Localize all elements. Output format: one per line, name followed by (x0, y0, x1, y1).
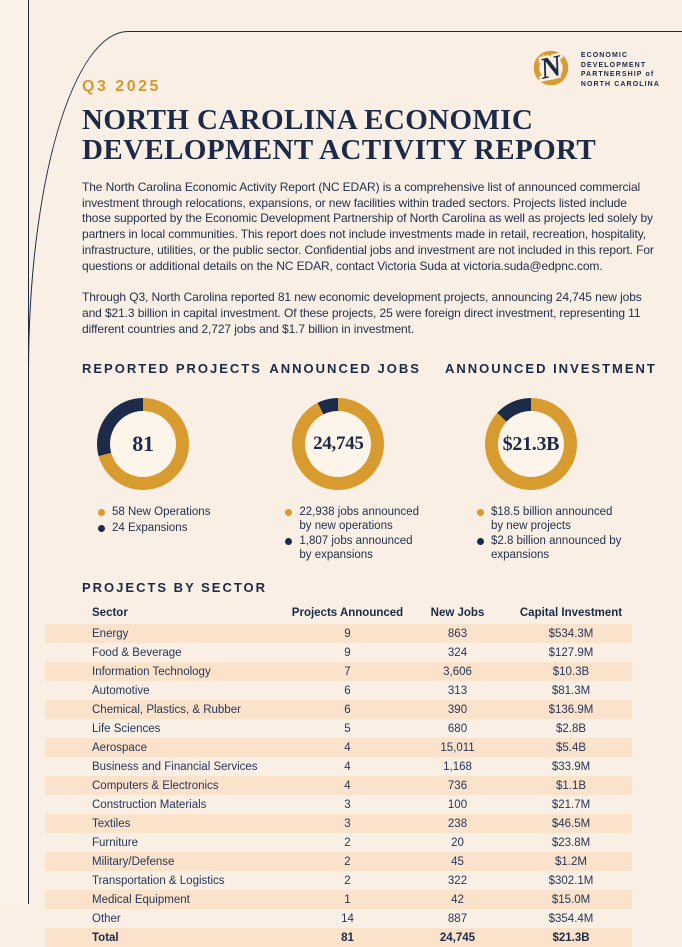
sector-cell: Medical Equipment (92, 893, 190, 906)
sector-table-body (45, 624, 632, 947)
value-cell: $1.2M (555, 855, 587, 868)
value-cell: 45 (451, 855, 464, 868)
table-row (45, 719, 632, 738)
sector-table-header (45, 601, 632, 624)
legend-item (98, 522, 248, 536)
value-cell: 42 (451, 893, 464, 906)
value-cell: $21.7M (551, 798, 591, 811)
donut-center-value: 24,745 (313, 433, 364, 455)
value-cell: $23.8M (551, 836, 591, 849)
sector-cell: Computers & Electronics (92, 779, 219, 792)
total-row (45, 928, 632, 947)
value-cell: 863 (447, 627, 468, 640)
logo-line-1: ECONOMIC (580, 52, 629, 59)
legend-dot (98, 525, 105, 532)
sector-cell: Other (92, 912, 121, 925)
donut-center-value: $21.3B (502, 432, 560, 455)
legend-item (477, 535, 622, 562)
value-cell: 4 (344, 760, 351, 773)
legend-label: $2.8 billion announced by expansions (490, 535, 622, 561)
value-cell: 322 (447, 874, 468, 887)
legend-label: 58 New Operations (112, 506, 211, 519)
value-cell: 313 (447, 684, 468, 697)
table-row (45, 852, 632, 871)
value-cell: $21.3B (552, 931, 590, 944)
donut-hole (110, 411, 176, 477)
legend-dot (477, 538, 484, 545)
sector-cell: Life Sciences (92, 722, 161, 735)
table-row (45, 738, 632, 757)
logo-line-2: DEVELOPMENT (580, 61, 647, 69)
value-cell: 7 (344, 665, 351, 678)
sector-cell: Energy (92, 627, 129, 640)
legend-label: 22,938 jobs announced by new operations (299, 506, 419, 532)
stat-card-announced-investment (445, 361, 658, 562)
value-cell: 1 (344, 893, 351, 906)
sector-cell: Information Technology (92, 665, 211, 678)
table-row (45, 871, 632, 890)
legend-label: 24 Expansions (112, 521, 188, 534)
value-cell: 81 (341, 931, 354, 944)
legend-dot (285, 538, 292, 545)
value-cell: 100 (447, 798, 468, 811)
value-cell: 6 (344, 684, 351, 697)
value-cell: $33.9M (551, 760, 591, 773)
column-header: Projects Announced (291, 606, 404, 619)
column-header: Capital Investment (519, 606, 623, 619)
value-cell: 4 (344, 741, 351, 754)
table-row (45, 662, 632, 681)
value-cell: $2.8B (555, 722, 587, 735)
value-cell: 2 (344, 855, 351, 868)
value-cell: 736 (447, 779, 468, 792)
value-cell: 680 (447, 722, 468, 735)
sector-cell: Furniture (92, 836, 139, 849)
table-row (45, 757, 632, 776)
value-cell: 24,745 (439, 931, 476, 944)
donut-legend (98, 506, 269, 535)
donut-hole (305, 411, 371, 477)
value-cell: $136.9M (548, 703, 594, 716)
stat-heading: ANNOUNCED INVESTMENT (444, 361, 657, 377)
page-title-line-2: DEVELOPMENT ACTIVITY REPORT (82, 134, 597, 166)
legend-item (477, 506, 622, 533)
sector-cell: Chemical, Plastics, & Rubber (92, 703, 241, 716)
table-row (45, 681, 632, 700)
value-cell: $46.5M (551, 817, 591, 830)
donut-ring (485, 398, 577, 490)
logo-line-4: NORTH CAROLINA (580, 80, 660, 88)
donut-chart-announced-jobs (292, 398, 445, 490)
sector-cell: Textiles (92, 817, 131, 830)
stat-heading: ANNOUNCED JOBS (269, 361, 421, 377)
stat-heading: REPORTED PROJECTS (82, 361, 262, 377)
sector-cell: Military/Defense (92, 855, 175, 868)
donut-ring (97, 398, 189, 490)
value-cell: $15.0M (551, 893, 591, 906)
value-cell: 6 (344, 703, 351, 716)
value-cell: 14 (341, 912, 354, 925)
value-cell: 4 (344, 779, 351, 792)
sector-cell: Construction Materials (92, 798, 207, 811)
value-cell: 15,011 (440, 741, 475, 754)
header-row (45, 601, 632, 624)
value-cell: $302.1M (548, 874, 594, 887)
value-cell: 3 (344, 817, 351, 830)
page-title-line-1: NORTH CAROLINA ECONOMIC (82, 104, 534, 136)
value-cell: $127.9M (548, 646, 594, 659)
value-cell: 324 (447, 646, 468, 659)
value-cell: 2 (344, 874, 351, 887)
value-cell: $354.4M (548, 912, 594, 925)
donut-legend (285, 506, 445, 562)
legend-dot (477, 509, 484, 516)
donut-chart-announced-investment (485, 398, 658, 490)
table-row (45, 890, 632, 909)
table-row (45, 643, 632, 662)
value-cell: $5.4B (555, 741, 587, 754)
value-cell: 2 (344, 836, 351, 849)
value-cell: 1,168 (443, 760, 472, 773)
value-cell: 3,606 (443, 665, 472, 678)
donut-center-value: 81 (132, 431, 154, 457)
table-row (45, 814, 632, 833)
column-header: New Jobs (430, 606, 485, 619)
value-cell: 9 (344, 627, 351, 640)
page-title (82, 105, 658, 165)
value-cell: 390 (447, 703, 468, 716)
value-cell: 9 (344, 646, 351, 659)
value-cell: $10.3B (552, 665, 590, 678)
stats-row (82, 361, 658, 562)
sector-cell: Transportation & Logistics (92, 874, 225, 887)
sector-table-heading: PROJECTS BY SECTOR (82, 580, 268, 596)
donut-chart-reported-projects (97, 398, 269, 490)
donut-legend (477, 506, 658, 562)
sector-cell: Total (92, 931, 119, 944)
stat-card-announced-jobs (269, 361, 445, 562)
value-cell: 20 (451, 836, 464, 849)
table-row (45, 909, 632, 928)
table-row (45, 776, 632, 795)
table-row (45, 700, 632, 719)
sector-cell: Aerospace (92, 741, 147, 754)
value-cell: 3 (344, 798, 351, 811)
sector-table (45, 601, 632, 947)
logo-line-3: PARTNERSHIP of (580, 71, 655, 78)
sector-cell: Food & Beverage (92, 646, 182, 659)
stat-card-reported-projects (82, 361, 269, 562)
table-row (45, 624, 632, 643)
intro-paragraph (82, 180, 658, 274)
summary-paragraph: Through Q3, North Carolina reported 81 new economic development projects, announcing 24,745 new jobs and $21.3 billion in capital investment. Of these projects, 25 were foreign direct investment, representing 11 different countries and 2,727 jobs and $1.7 billion in investment. (82, 290, 642, 336)
legend-dot (98, 509, 105, 516)
legend-dot (285, 509, 292, 516)
contact-email-link[interactable]: victoria.suda@edpnc.com. (463, 258, 603, 273)
value-cell: 887 (447, 912, 468, 925)
legend-item (98, 506, 248, 520)
table-row (45, 795, 632, 814)
intro-paragraph-text: The North Carolina Economic Activity Report (NC EDAR) is a comprehensive list of announced commercial investment through relocations, expansions, or new facilities within traded sectors. Projects listed include those supported by the Economic Development Partnership of North Carolina as well as projects led solely by partners in local communities. This report does not include investments made in retail, recreation, hospitality, infrastructure, utilities, or the public sector. Confidential jobs and investment are not included in this report. For questions or additional details on the NC EDAR, contact Victoria Suda at (82, 180, 654, 273)
value-cell: 238 (447, 817, 468, 830)
legend-label: $18.5 billion announced by new projects (490, 506, 613, 532)
column-header: Sector (92, 606, 128, 619)
donut-hole (498, 411, 564, 477)
value-cell: 5 (344, 722, 351, 735)
legend-item (285, 535, 420, 562)
quarter-label: Q3 2025 (82, 78, 161, 95)
value-cell: $534.3M (548, 627, 594, 640)
projects-by-sector-section (0, 580, 682, 947)
svg-text:N: N (536, 49, 565, 86)
value-cell: $1.1B (555, 779, 587, 792)
legend-item (285, 506, 420, 533)
sector-cell: Business and Financial Services (92, 760, 258, 773)
sector-cell: Automotive (92, 684, 150, 697)
donut-ring (292, 398, 384, 490)
legend-label: 1,807 jobs announced by expansions (299, 535, 413, 561)
value-cell: $81.3M (551, 684, 591, 697)
table-row (45, 833, 632, 852)
